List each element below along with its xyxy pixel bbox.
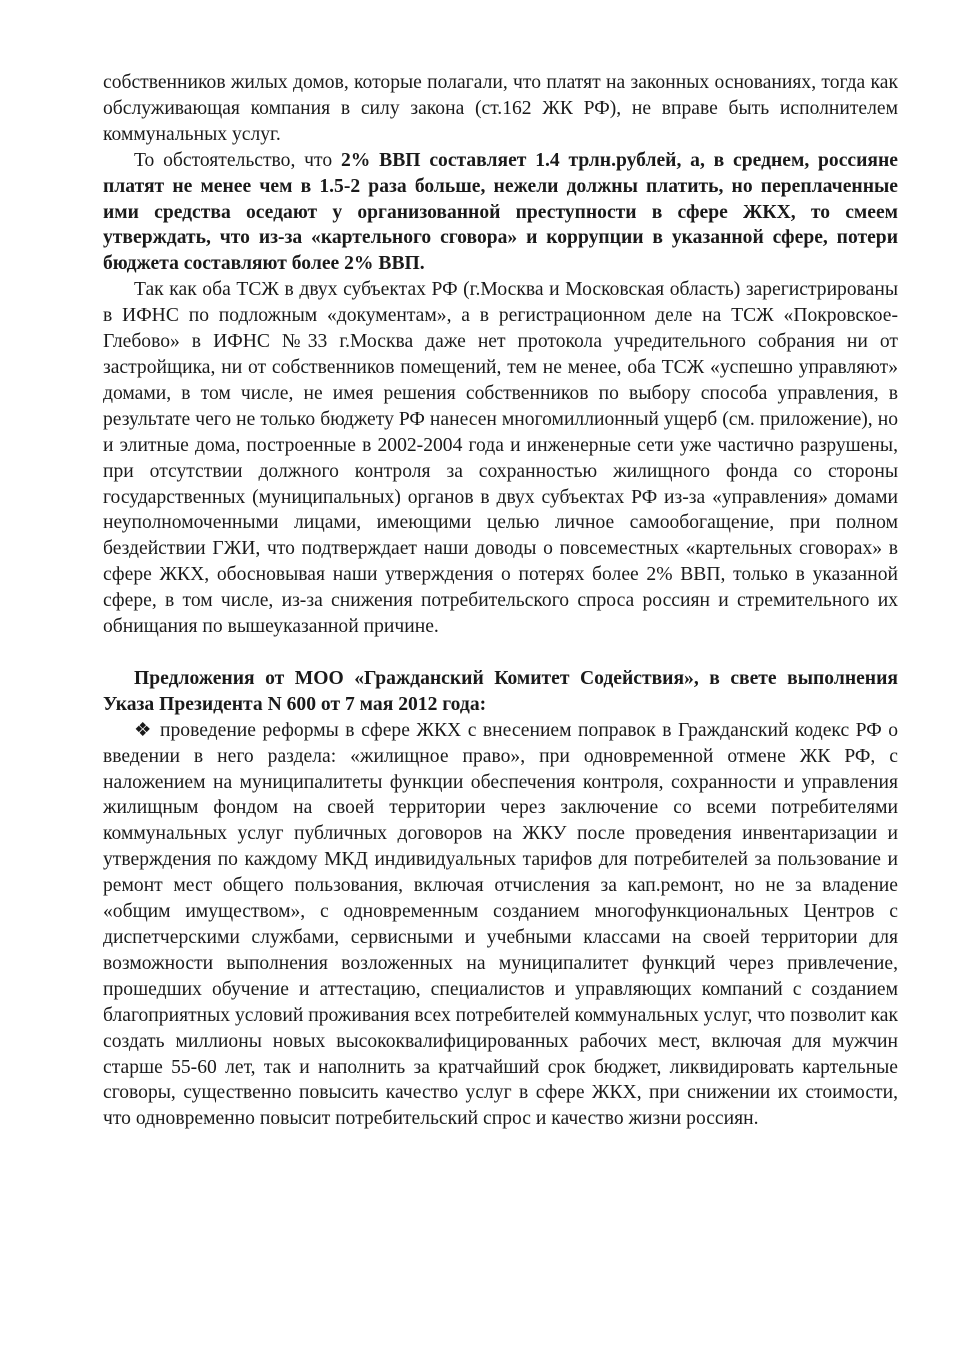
- document-page: [103, 70, 898, 1132]
- section-heading-proposals: Предложения от МОО «Гражданский Комитет Содействия», в свете выполнения Указа Президента N 600 от 7 мая 2012 года:: [103, 667, 898, 715]
- gdp-claim-bold: 2% ВВП составляет 1.4 трлн.рублей, а, в среднем, россияне платят не менее чем в 1.5-2 раза больше, нежели должны платить, но переплаченные ими средства оседают у организованной преступности в сфере ЖКХ, то смеем утверждать, что из-за «картельного сговора» и коррупции в указанной сфере, потери бюджета составляют более 2% ВВП.: [103, 149, 898, 275]
- gdp-claim-lead: То обстоятельство, что: [134, 149, 341, 171]
- paragraph-gap: [103, 640, 898, 666]
- bullet-item-text: проведение реформы в сфере ЖКХ с внесением поправок в Гражданский кодекс РФ о введении в него раздела: «жилищное право», при одновременной отмене ЖК РФ, с наложением на муниципалитеты функции обеспечения контроля, сохранности и управления жилищным фондом на своей территории через заключение со всеми потребителями коммунальных услуг публичных договоров на ЖКУ после проведения инвентаризации и утверждения по каждому МКД индивидуальных тарифов для потребителей за пользование и ремонт мест общего пользования, включая отчисления за кап.ремонт, но не за владение «общим имуществом», с одновременным созданием многофункциональных Центров с диспетчерскими службами, сервисными и учебными классами на своей территории для возможности выполнения возложенных на муниципалитет функций через привлечение, прошедших обучение и аттестацию, специалистов и управляющих компаний с созданием благоприятных условий проживания всех потребителей коммунальных услуг, что позволит как создать миллионы новых высококвалифицированных рабочих мест, включая для мужчин старше 55-60 лет, так и наполнить за кратчайший срок бюджет, ликвидировать картельные сговоры, существенно повысить качество услуг в сфере ЖКХ, при снижении их стоимости, что одновременно повысит потребительский спрос и качество жизни россиян.: [103, 719, 898, 1130]
- bullet-diamond-icon: ❖: [134, 719, 152, 741]
- paragraph-tszh: Так как оба ТСЖ в двух субъектах РФ (г.Москва и Московская область) зарегистрированы в ИФНС по подложным «документам», а в регистрационном деле на ТСЖ «Покровское-Глебово» в ИФНС №33 г.Москва даже нет протокола учредительного собрания ни от застройщика, ни от собственников помещений, тем не менее, оба ТСЖ «успешно управляют» домами, в том числе, не имея решения собственников по выбору способа управления, в результате чего не только бюджету РФ нанесен многомиллионный ущерб (см. приложение), но и элитные дома, построенные в 2002-2004 года и инженерные сети уже частично разрушены, при отсутствии должного контроля за сохранностью жилищного фонда со стороны государственных (муниципальных) органов в двух субъектах РФ из-за «управления» домами неуполномоченными лицами, имеющими целью личное самообогащение, при полном бездействии ГЖИ, что подтверждает наши доводы о повсеместных «картельных сговорах» в сфере ЖКХ, обосновывая наши утверждения о потерях более 2% ВВП, только в указанной сфере, в том числе, из-за снижения потребительского спроса россиян и стремительного их обнищания по вышеуказанной причине.: [103, 279, 898, 638]
- paragraph-gdp-claim: [103, 148, 898, 278]
- bullet-item-reform: [103, 718, 898, 1133]
- paragraph-continuation: собственников жилых домов, которые полагали, что платят на законных основаниях, тогда как обслуживающая компания в силу закона (ст.162 ЖК РФ), не вправе быть исполнителем коммунальных услуг.: [103, 72, 898, 145]
